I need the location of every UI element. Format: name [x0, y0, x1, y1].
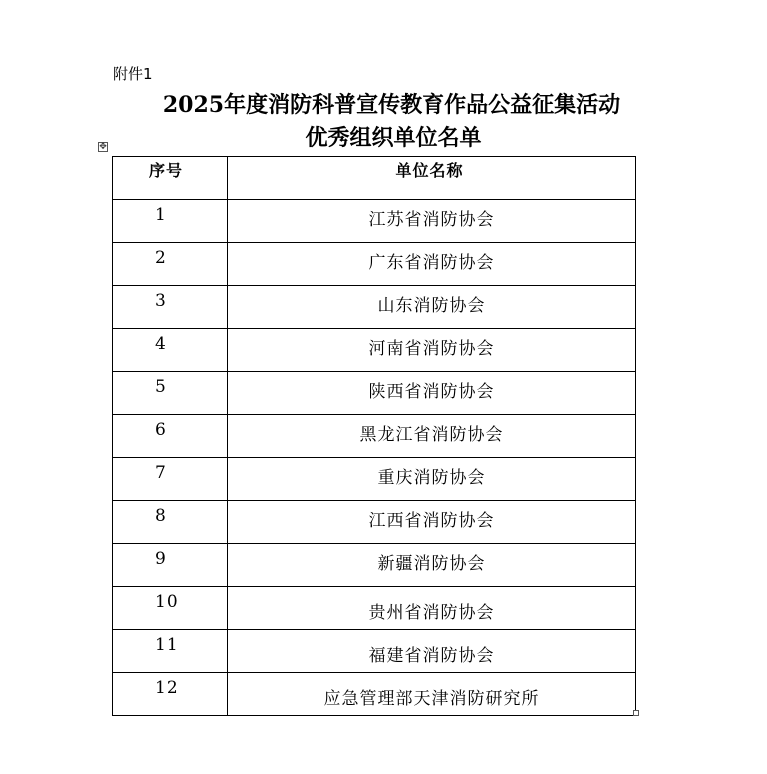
unit-name: 河南省消防协会 [368, 339, 495, 359]
cell-number [113, 286, 228, 329]
table-row [113, 329, 636, 372]
organization-list-table [112, 156, 636, 716]
row-number: 10 [155, 592, 179, 612]
row-number: 8 [155, 506, 167, 526]
unit-name: 新疆消防协会 [377, 554, 486, 574]
table-row [113, 544, 636, 587]
cell-number [113, 501, 228, 544]
unit-name: 陕西省消防协会 [368, 382, 495, 402]
cell-unit [228, 286, 636, 329]
unit-name: 广东省消防协会 [368, 253, 495, 273]
cell-number [113, 544, 228, 587]
row-number: 2 [155, 248, 167, 268]
unit-name: 重庆消防协会 [377, 468, 486, 488]
cell-unit [228, 673, 636, 716]
unit-name: 贵州省消防协会 [368, 603, 495, 623]
row-number: 6 [155, 420, 167, 440]
table-row [113, 372, 636, 415]
table-row [113, 458, 636, 501]
cell-unit [228, 587, 636, 630]
cell-unit [228, 630, 636, 673]
cell-unit [228, 372, 636, 415]
cell-unit [228, 458, 636, 501]
cell-number [113, 329, 228, 372]
table-resize-handle[interactable] [633, 710, 639, 716]
cell-unit [228, 329, 636, 372]
row-number: 4 [155, 334, 167, 354]
row-number: 9 [155, 549, 167, 569]
unit-name: 福建省消防协会 [368, 646, 495, 666]
cell-number [113, 243, 228, 286]
table-row [113, 286, 636, 329]
cell-number [113, 630, 228, 673]
table-row [113, 673, 636, 716]
row-number: 1 [155, 205, 167, 225]
unit-name: 山东消防协会 [377, 296, 486, 316]
cell-number [113, 673, 228, 716]
cell-number [113, 372, 228, 415]
cell-number [113, 458, 228, 501]
cell-number [113, 415, 228, 458]
document-title-line-1: 2025年度消防科普宣传教育作品公益征集活动 [162, 92, 621, 118]
cell-unit [228, 243, 636, 286]
table-move-handle-icon[interactable]: ✥ [99, 142, 107, 152]
cell-number [113, 200, 228, 243]
row-number: 12 [155, 678, 179, 698]
table-row [113, 243, 636, 286]
cell-unit [228, 200, 636, 243]
document-title-line-2: 优秀组织单位名单 [305, 125, 482, 151]
attachment-label: 附件1 [113, 65, 153, 83]
unit-name: 应急管理部天津消防研究所 [323, 689, 540, 709]
unit-name: 江西省消防协会 [368, 511, 495, 531]
unit-name: 黑龙江省消防协会 [359, 425, 504, 445]
header-unit-name: 单位名称 [228, 157, 636, 200]
table-row [113, 200, 636, 243]
table-row [113, 630, 636, 673]
row-number: 3 [155, 291, 167, 311]
cell-unit [228, 544, 636, 587]
table-row [113, 587, 636, 630]
row-number: 5 [155, 377, 167, 397]
row-number: 7 [155, 463, 167, 483]
cell-unit [228, 415, 636, 458]
table-row [113, 415, 636, 458]
table-row [113, 501, 636, 544]
table-header-row [113, 157, 636, 200]
cell-unit [228, 501, 636, 544]
header-number: 序号 [113, 157, 228, 200]
row-number: 11 [155, 635, 179, 655]
cell-number [113, 587, 228, 630]
unit-name: 江苏省消防协会 [368, 210, 495, 230]
